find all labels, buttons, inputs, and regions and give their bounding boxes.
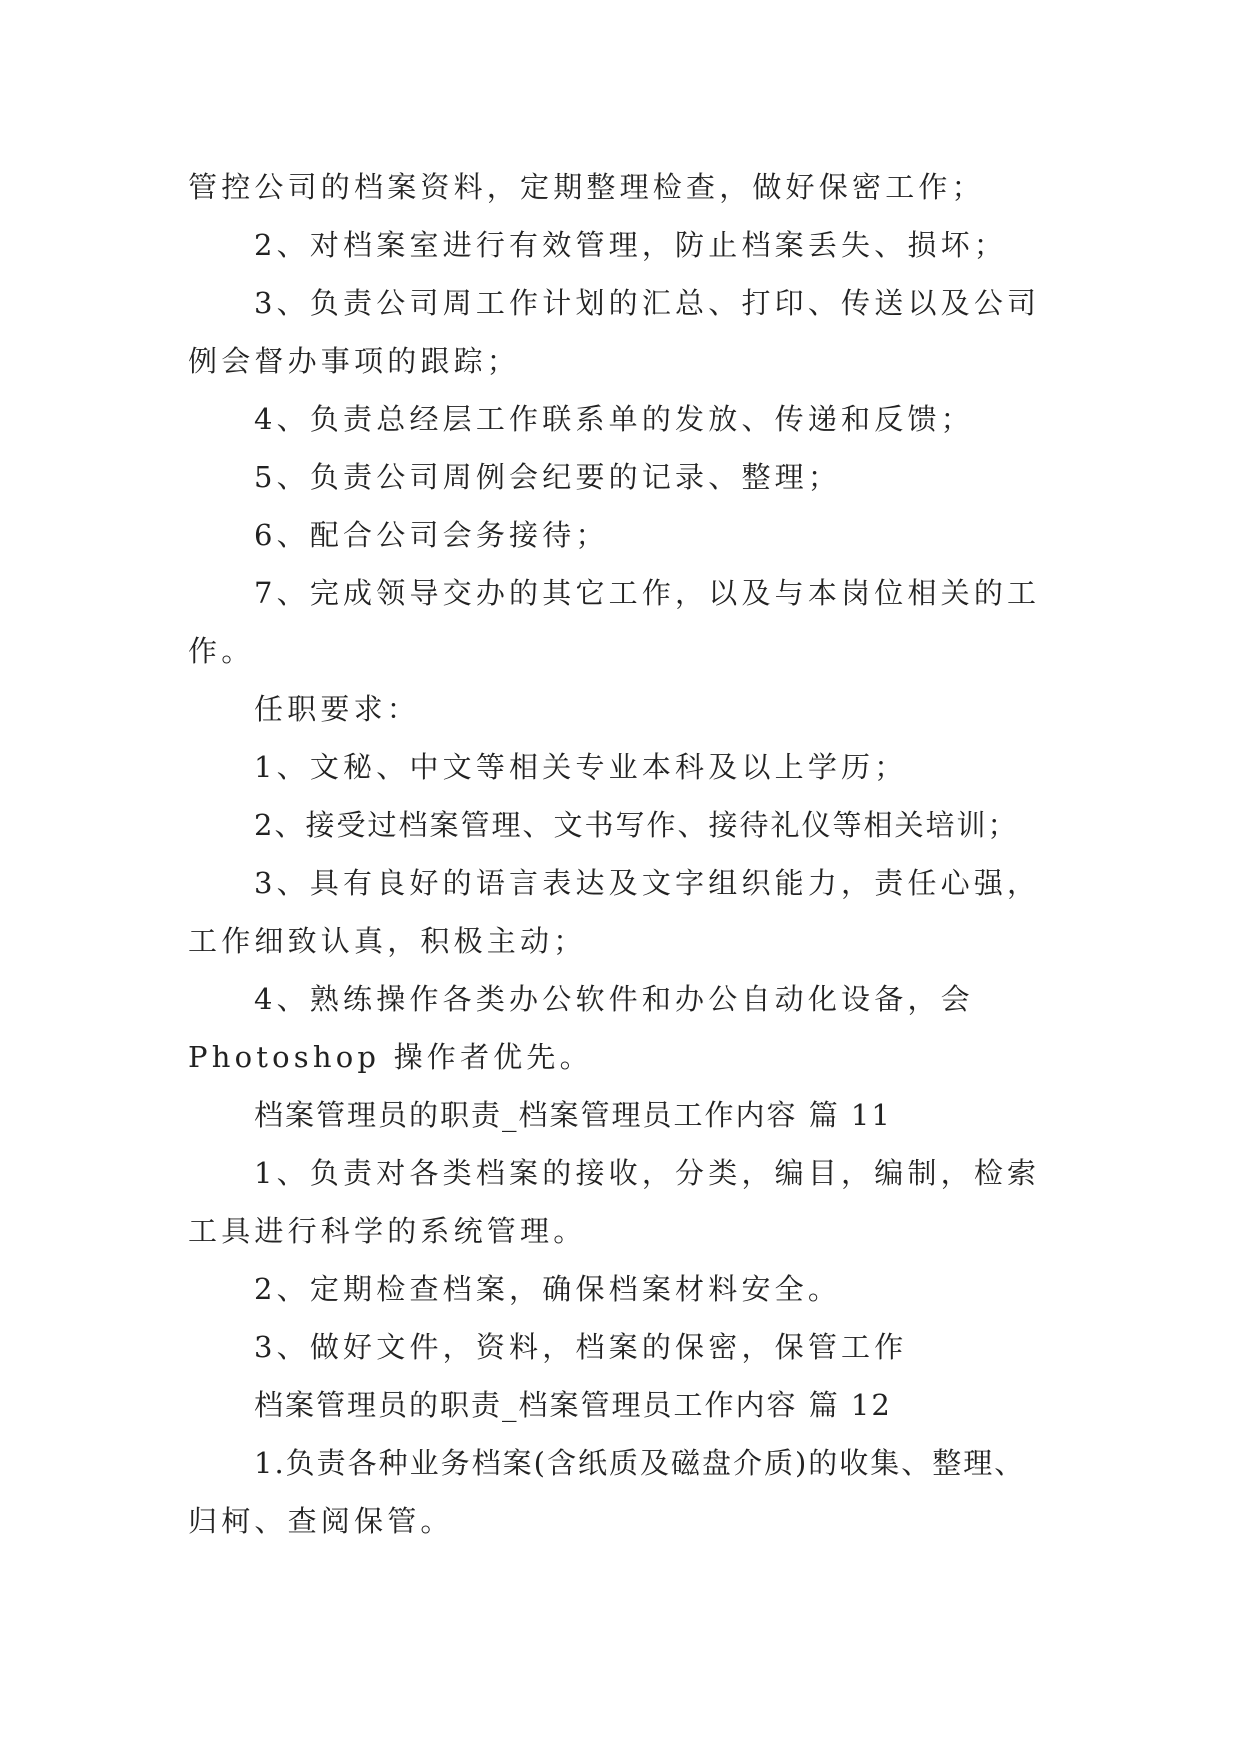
paragraph-line: 工具进行科学的系统管理。: [188, 1214, 587, 1248]
paragraph-line: 3、负责公司周工作计划的汇总、打印、传送以及公司: [254, 286, 1041, 320]
section-heading: 档案管理员的职责_档案管理员工作内容 篇 11: [254, 1098, 892, 1132]
paragraph-line: 3、做好文件，资料，档案的保密，保管工作: [254, 1330, 908, 1364]
paragraph-line: 5、负责公司周例会纪要的记录、整理；: [254, 460, 842, 494]
paragraph-line: 管控公司的档案资料，定期整理检查，做好保密工作；: [188, 170, 985, 204]
paragraph-line: 1.负责各种业务档案(含纸质及磁盘介质)的收集、整理、: [254, 1446, 1026, 1480]
paragraph-line: 6、配合公司会务接待；: [254, 518, 609, 552]
paragraph-line: 1、文秘、中文等相关专业本科及以上学历；: [254, 750, 908, 784]
paragraph-line: Photoshop 操作者优先。: [188, 1040, 593, 1074]
paragraph-line: 归柯、查阅保管。: [188, 1504, 454, 1538]
paragraph-line: 工作细致认真，积极主动；: [188, 924, 587, 958]
section-heading: 任职要求：: [254, 692, 421, 726]
paragraph-line: 2、接受过档案管理、文书写作、接待礼仪等相关培训；: [254, 808, 1019, 842]
paragraph-line: 作。: [188, 634, 255, 668]
paragraph-line: 2、定期检查档案，确保档案材料安全。: [254, 1272, 842, 1306]
paragraph-line: 4、负责总经层工作联系单的发放、传递和反馈；: [254, 402, 974, 436]
paragraph-line: 1、负责对各类档案的接收，分类，编目，编制，检索: [254, 1156, 1041, 1190]
paragraph-line: 7、完成领导交办的其它工作，以及与本岗位相关的工: [254, 576, 1041, 610]
paragraph-line: 3、具有良好的语言表达及文字组织能力，责任心强，: [254, 866, 1041, 900]
document-body: [188, 158, 1068, 1550]
paragraph-line: 4、熟练操作各类办公软件和办公自动化设备，会: [254, 982, 974, 1016]
section-heading: 档案管理员的职责_档案管理员工作内容 篇 12: [254, 1388, 892, 1422]
paragraph-line: 2、对档案室进行有效管理，防止档案丢失、损坏；: [254, 228, 1008, 262]
paragraph-line: 例会督办事项的跟踪；: [188, 344, 521, 378]
